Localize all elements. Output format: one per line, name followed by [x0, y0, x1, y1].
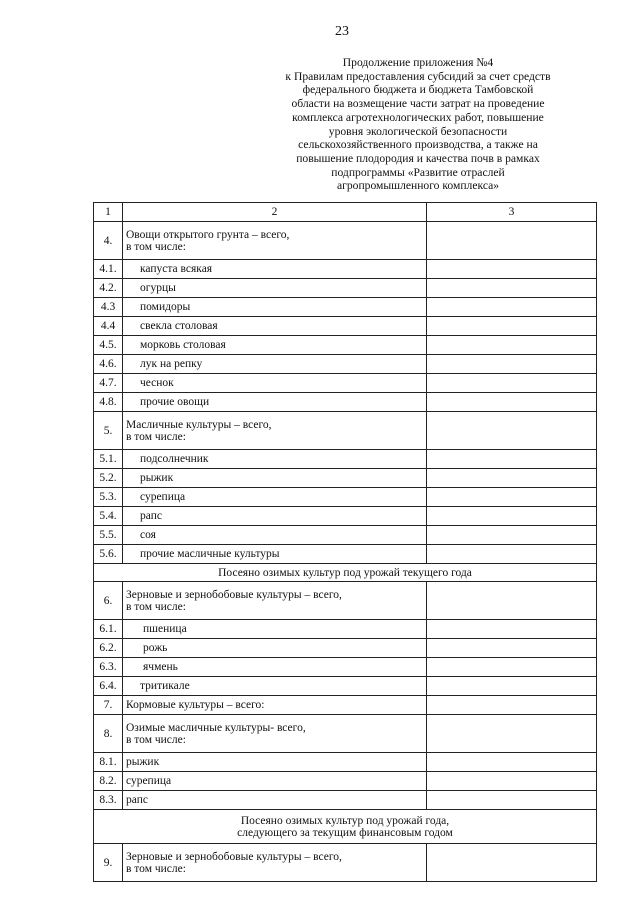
value-cell [427, 677, 597, 696]
table-row [94, 658, 597, 677]
row-name-line: Овощи открытого грунта – всего, [126, 228, 290, 241]
row-name-line: соя [140, 529, 156, 541]
row-name-line: в том числе: [126, 430, 186, 443]
section-heading [94, 564, 597, 582]
row-name [123, 791, 427, 810]
row-name [123, 507, 427, 526]
value-cell [427, 696, 597, 715]
value-cell [427, 450, 597, 469]
crops-table [93, 202, 597, 882]
row-name [123, 753, 427, 772]
table-row [94, 545, 597, 564]
table-row [94, 677, 597, 696]
header-line: уровня экологической безопасности [328, 124, 508, 138]
row-name-line: морковь столовая [140, 339, 226, 351]
value-cell [427, 791, 597, 810]
row-name [123, 658, 427, 677]
row-number: 8.2. [94, 772, 123, 791]
table-row [94, 844, 597, 882]
header-line: агропромышленного комплекса» [336, 179, 500, 193]
row-number: 6.2. [94, 639, 123, 658]
row-name-line: Кормовые культуры – всего: [126, 699, 265, 711]
row-name-line: рыжик [140, 472, 174, 484]
table-row [94, 393, 597, 412]
column-header: 2 [123, 203, 427, 222]
row-name [123, 355, 427, 374]
row-name [123, 279, 427, 298]
table-row [94, 222, 597, 260]
row-name [123, 412, 427, 450]
table-header-row [94, 203, 597, 222]
row-name-line: лук на репку [140, 358, 203, 370]
row-name-line: в том числе: [126, 600, 186, 613]
table-row [94, 582, 597, 620]
section-heading [94, 810, 597, 844]
row-name [123, 469, 427, 488]
table-row [94, 526, 597, 545]
value-cell [427, 374, 597, 393]
table-row [94, 374, 597, 393]
table-row [94, 355, 597, 374]
row-name-line: Масличные культуры – всего, [126, 418, 272, 431]
row-name-line: помидоры [140, 301, 191, 313]
row-name-line: пшеница [143, 623, 187, 635]
row-number: 6.3. [94, 658, 123, 677]
row-name [123, 336, 427, 355]
row-number: 4.1. [94, 260, 123, 279]
row-number: 5.1. [94, 450, 123, 469]
value-cell [427, 317, 597, 336]
value-cell [427, 658, 597, 677]
table-row [94, 279, 597, 298]
row-number: 5. [94, 412, 123, 450]
table-row [94, 317, 597, 336]
row-name [123, 696, 427, 715]
table-row [94, 298, 597, 317]
row-name-line: сурепица [140, 491, 186, 503]
table-row [94, 488, 597, 507]
row-number: 8. [94, 715, 123, 753]
value-cell [427, 222, 597, 260]
table-row [94, 507, 597, 526]
row-name-line: в том числе: [126, 733, 186, 746]
table-row [94, 791, 597, 810]
value-cell [427, 412, 597, 450]
value-cell [427, 639, 597, 658]
table-row [94, 639, 597, 658]
table-row [94, 450, 597, 469]
row-name [123, 677, 427, 696]
value-cell [427, 753, 597, 772]
header-line: комплекса агротехнологических работ, повышение [292, 110, 544, 124]
row-number: 5.6. [94, 545, 123, 564]
row-name [123, 715, 427, 753]
row-number: 4. [94, 222, 123, 260]
value-cell [427, 488, 597, 507]
row-name-line: огурцы [140, 282, 176, 294]
appendix-header [268, 56, 568, 193]
row-name-line: тритикале [140, 680, 190, 692]
row-name [123, 298, 427, 317]
value-cell [427, 582, 597, 620]
value-cell [427, 298, 597, 317]
row-name [123, 582, 427, 620]
row-number: 5.5. [94, 526, 123, 545]
row-name-line: прочие масличные культуры [140, 548, 280, 560]
header-line: подпрограммы «Развитие отраслей [331, 165, 505, 179]
row-name-line: Зерновые и зернобобовые культуры – всего, [126, 850, 342, 863]
row-name [123, 844, 427, 882]
value-cell [427, 526, 597, 545]
value-cell [427, 469, 597, 488]
row-name [123, 488, 427, 507]
row-name [123, 260, 427, 279]
row-name [123, 222, 427, 260]
row-name-line: сурепица [126, 775, 172, 787]
column-header: 1 [94, 203, 123, 222]
row-name-line: в том числе: [126, 862, 186, 875]
row-name-line: прочие овощи [140, 396, 210, 408]
row-name [123, 620, 427, 639]
header-line: к Правилам предоставления субсидий за счет средств [285, 69, 551, 83]
row-name [123, 772, 427, 791]
row-name-line: рожь [143, 642, 168, 654]
row-number: 8.3. [94, 791, 123, 810]
table-row [94, 469, 597, 488]
value-cell [427, 393, 597, 412]
row-name-line: рапс [140, 510, 162, 522]
table-row [94, 412, 597, 450]
column-header: 3 [427, 203, 597, 222]
header-line: Продолжение приложения №4 [342, 56, 494, 69]
row-number: 8.1. [94, 753, 123, 772]
row-name [123, 374, 427, 393]
row-name-line: Зерновые и зернобобовые культуры – всего, [126, 588, 342, 601]
row-number: 5.4. [94, 507, 123, 526]
row-number: 4.6. [94, 355, 123, 374]
row-name-line: ячмень [143, 661, 178, 673]
value-cell [427, 545, 597, 564]
value-cell [427, 507, 597, 526]
table-row [94, 715, 597, 753]
row-number: 5.3. [94, 488, 123, 507]
header-line: сельскохозяйственного производства, а также на [298, 138, 538, 152]
row-number: 7. [94, 696, 123, 715]
value-cell [427, 844, 597, 882]
row-name [123, 450, 427, 469]
row-name-line: в том числе: [126, 240, 186, 253]
row-number: 9. [94, 844, 123, 882]
section-row [94, 810, 597, 844]
table-row [94, 260, 597, 279]
row-name [123, 317, 427, 336]
row-name-line: Озимые масличные культуры- всего, [126, 721, 306, 734]
row-number: 4.8. [94, 393, 123, 412]
value-cell [427, 260, 597, 279]
row-number: 5.2. [94, 469, 123, 488]
table-row [94, 772, 597, 791]
row-number: 4.4 [94, 317, 123, 336]
header-line: области на возмещение части затрат на проведение [291, 97, 545, 111]
row-number: 6.4. [94, 677, 123, 696]
row-name [123, 545, 427, 564]
table-row [94, 753, 597, 772]
value-cell [427, 336, 597, 355]
table-row [94, 620, 597, 639]
row-number: 6.1. [94, 620, 123, 639]
section-row [94, 564, 597, 582]
section-heading-line: Посеяно озимых культур под урожай года, [240, 814, 450, 827]
row-name-line: рыжик [126, 756, 160, 768]
row-name-line: рапс [126, 794, 148, 806]
value-cell [427, 279, 597, 298]
value-cell [427, 772, 597, 791]
row-name [123, 526, 427, 545]
row-name-line: подсолнечник [140, 453, 209, 465]
header-line: федерального бюджета и бюджета Тамбовской [302, 83, 534, 97]
row-number: 4.3 [94, 298, 123, 317]
row-name [123, 639, 427, 658]
header-line: повышение плодородия и качества почв в рамках [296, 151, 540, 165]
row-number: 4.2. [94, 279, 123, 298]
value-cell [427, 355, 597, 374]
row-name-line: чеснок [140, 377, 174, 389]
section-heading-line: Посеяно озимых культур под урожай текущего года [218, 566, 472, 579]
section-heading-line: следующего за текущим финансовым годом [237, 826, 453, 839]
row-number: 4.5. [94, 336, 123, 355]
table-row [94, 696, 597, 715]
row-name-line: капуста всякая [140, 263, 213, 275]
row-name [123, 393, 427, 412]
value-cell [427, 620, 597, 639]
table-row [94, 336, 597, 355]
row-name-line: свекла столовая [140, 320, 218, 332]
value-cell [427, 715, 597, 753]
row-number: 4.7. [94, 374, 123, 393]
row-number: 6. [94, 582, 123, 620]
page-number: 23 [335, 24, 349, 39]
